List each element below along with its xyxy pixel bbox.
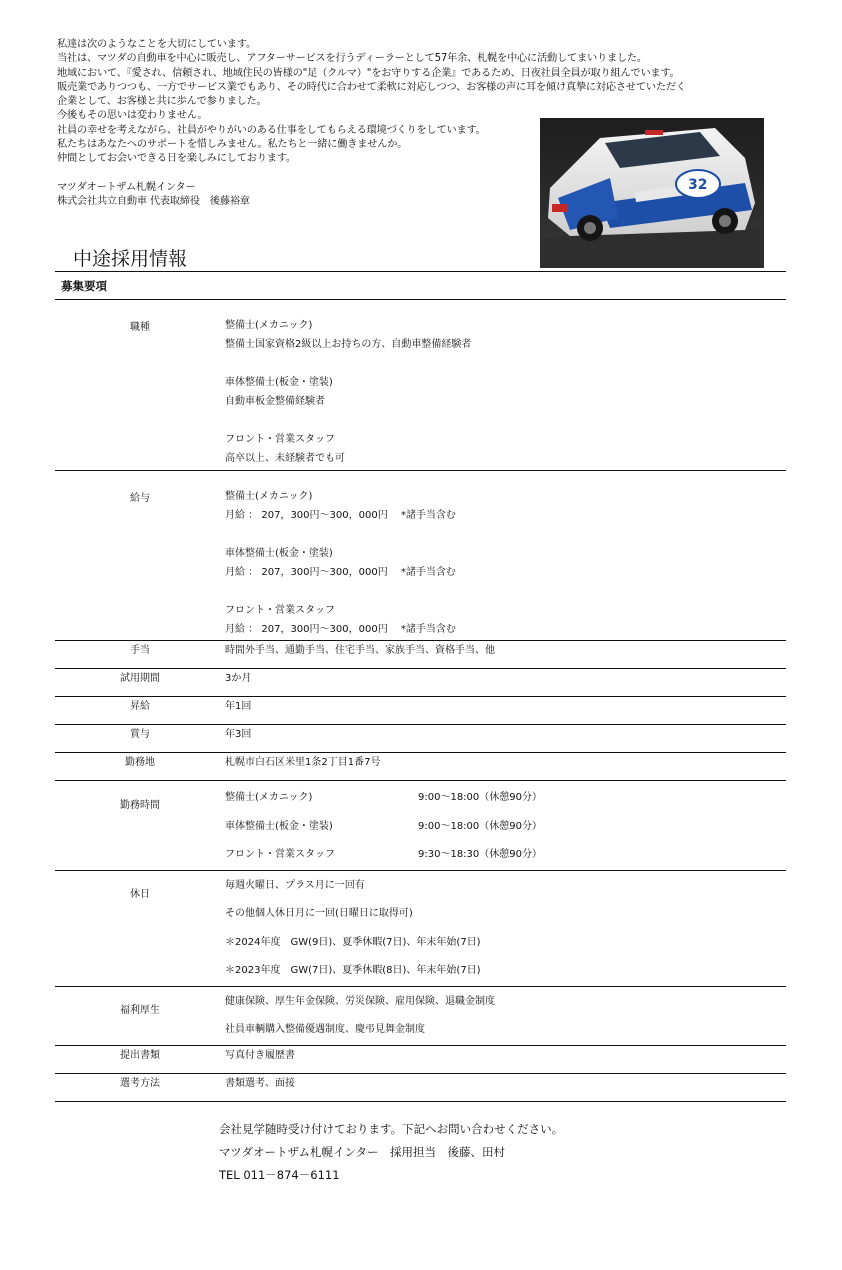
row-value (225, 471, 786, 641)
row-label: 手当 (130, 645, 150, 656)
signature: 株式会社共立自動車 代表取締役 後藤裕章 (57, 195, 250, 207)
holiday-line: ＊2024年度 GW(9日)、夏季休暇(7日)、年末年始(7日) (225, 936, 481, 948)
row-value: 札幌市白石区米里1条2丁目1番7号 (225, 757, 381, 768)
job-line: 整備士国家資格2級以上お持ちの方、自動車整備経験者 (225, 339, 472, 350)
row-value: 年1回 (225, 701, 252, 712)
job-line: 整備士(メカニック) (225, 320, 313, 331)
row-raise (55, 697, 786, 725)
row-label: 勤務時間 (120, 800, 160, 811)
row-label: 試用期間 (120, 673, 160, 684)
contact-note: 会社見学随時受け付けております。下記へお問い合わせください。 (219, 1122, 564, 1136)
salary-line: 月給 ： 207，300円～300，000円 *諸手当含む (225, 510, 456, 521)
row-salary (55, 471, 786, 641)
salary-line: フロント・営業スタッフ (225, 605, 335, 616)
row-label: 勤務地 (125, 757, 155, 768)
contact-person: マツダオートザム札幌インター 採用担当 後藤、田村 (219, 1145, 506, 1159)
intro-line: 当社は、マツダの自動車を中心に販売し、アフターサービスを行うディーラーとして57年余、札幌を中心に活動してまいりました。 (57, 53, 647, 65)
row-label: 福利厚生 (120, 1004, 160, 1016)
hours-job: フロント・営業スタッフ (225, 849, 335, 860)
intro-line: 仲間としてお会いできる日を楽しみにしております。 (57, 153, 296, 165)
row-value: 3か月 (225, 673, 252, 684)
salary-line: 整備士(メカニック) (225, 491, 313, 502)
intro-line: 企業として、お客様と共に歩んで参りました。 (57, 96, 267, 108)
welfare-line: 社員車輌購入整備優遇制度、慶弔見舞金制度 (225, 1024, 425, 1035)
row-label: 提出書類 (120, 1049, 160, 1061)
car-number: 32 (688, 177, 708, 193)
hours-item (225, 813, 786, 842)
row-bonus (55, 725, 786, 753)
race-car-photo (540, 118, 764, 268)
job-line: フロント・営業スタッフ (225, 434, 335, 445)
salary-line: 車体整備士(板金・塗装) (225, 548, 333, 559)
row-value: 書類選考、面接 (225, 1077, 295, 1089)
section-label: 募集要項 (61, 279, 107, 293)
intro-line: 私達は次のようなことを大切にしています。 (57, 39, 256, 50)
hours-item (225, 841, 786, 870)
salary-line: 月給 ： 207，300円～300，000円 *諸手当含む (225, 567, 456, 578)
job-line: 高卒以上、未経験者でも可 (225, 453, 345, 464)
intro-line: 社員の幸せを考えながら、社員がやりがいのある仕事をしてもらえる環境づくりをしています。 (57, 124, 486, 136)
hours-time: 9:00～18:00（休憩90分） (418, 792, 542, 803)
row-label: 休日 (130, 888, 150, 900)
company-name: マツダオートザム札幌インター (57, 181, 196, 193)
holiday-line: ＊2023年度 GW(7日)、夏季休暇(8日)、年末年始(7日) (225, 965, 481, 976)
row-value: 時間外手当、通勤手当、住宅手当、家族手当、資格手当、他 (225, 645, 495, 656)
recruitment-table (55, 299, 786, 1102)
hours-time: 9:00～18:00（休憩90分） (418, 820, 542, 832)
row-documents (55, 1045, 786, 1073)
row-value (225, 986, 786, 1045)
row-job-type (55, 300, 786, 471)
contact-phone: TEL 011－874－6111 (219, 1168, 340, 1182)
row-location (55, 753, 786, 781)
salary-line: 月給 ： 207，300円～300，000円 *諸手当含む (225, 624, 456, 635)
holiday-line: その他個人休日月に一回(日曜日に取得可) (225, 908, 413, 919)
row-value: 写真付き履歴書 (225, 1049, 295, 1061)
row-label: 職種 (130, 322, 150, 333)
intro-line: 地域において、『愛され、信頼され、地域住民の皆様の"足（クルマ）"をお守りする企業』であるため、日夜社員全員が取り組んでいます。 (57, 67, 680, 79)
row-holidays (55, 870, 786, 986)
intro-line: 私たちはあなたへのサポートを惜しみません。私たちと一緒に働きませんか。 (57, 139, 408, 151)
row-value (225, 870, 786, 986)
row-welfare (55, 986, 786, 1045)
title-divider (55, 271, 786, 272)
hours-item (225, 784, 786, 813)
welfare-line: 健康保険、厚生年金保険、労災保険、雇用保険、退職金制度 (225, 995, 495, 1007)
row-value (225, 300, 786, 471)
intro-line: 販売業でありつつも、一方でサービス業でもあり、その時代に合わせて柔軟に対応しつつ、お客様の声に耳を傾け真摯に対応させていただく (57, 81, 686, 93)
contact-info (219, 1118, 563, 1187)
row-label: 給与 (130, 493, 150, 504)
row-trial (55, 669, 786, 697)
row-hours (55, 781, 786, 871)
row-value (225, 781, 786, 871)
row-label: 昇給 (130, 701, 150, 712)
hours-job: 車体整備士(板金・塗装) (225, 820, 333, 832)
page-title: 中途採用情報 (73, 248, 188, 270)
row-selection (55, 1073, 786, 1101)
row-allowance (55, 641, 786, 669)
holiday-line: 毎週火曜日、プラス月に一回有 (225, 879, 365, 891)
race-car-illustration (540, 118, 764, 268)
hours-time: 9:30～18:30（休憩90分） (418, 849, 542, 860)
hours-job: 整備士(メカニック) (225, 792, 313, 803)
row-label: 選考方法 (120, 1077, 160, 1089)
row-value: 年3回 (225, 729, 252, 740)
row-label: 賞与 (130, 729, 150, 740)
job-line: 自動車板金整備経験者 (225, 396, 325, 407)
intro-line: 今後もその思いは変わりません。 (57, 110, 208, 122)
job-line: 車体整備士(板金・塗装) (225, 377, 333, 388)
